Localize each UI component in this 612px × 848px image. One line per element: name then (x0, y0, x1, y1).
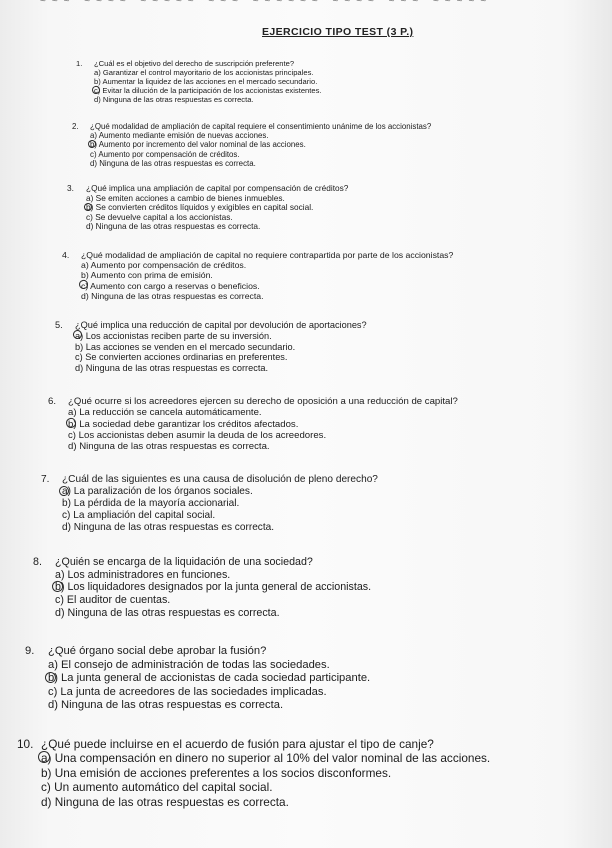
answer-circle-mark (87, 139, 96, 148)
answer-option: a) La reducción se cancela automáticamente. (68, 407, 262, 419)
answer-option: d) Ninguna de las otras respuestas es correcta. (55, 606, 280, 619)
answer-option: c) El auditor de cuentas. (55, 594, 171, 607)
question-number: 4. (62, 250, 70, 260)
answer-option: a) El consejo de administración de todas las sociedades. (48, 658, 330, 671)
answer-option: d) Ninguna de las otras respuestas es correcta. (86, 221, 261, 232)
question (76, 60, 322, 105)
answer-option: c) La ampliación del capital social. (62, 510, 216, 521)
answer-option: b) La junta general de accionistas de cada sociedad participante. (48, 672, 370, 686)
question-number: 5. (55, 320, 63, 330)
question-stem: ¿Cuál es el objetivo del derecho de suscripción preferente? (94, 59, 295, 68)
answer-option: a) La paralización de los órganos sociales. (62, 486, 378, 498)
cropped-header-remnant: ~~~ ~~~~ ~~~~~ ~~~ ~~~~~~ ~~~~ ~~~ ~~~~~ (40, 0, 493, 6)
question (67, 184, 348, 232)
question-stem: ¿Qué implica una ampliación de capital por compensación de créditos? (86, 183, 349, 193)
answer-option: b) Las acciones se venden en el mercado secundario. (75, 341, 296, 352)
answer-option: a) Se emiten acciones a cambio de bienes inmuebles. (86, 192, 285, 203)
question-stem: ¿Qué ocurre si los acreedores ejercen su derecho de oposición a una reducción de capital? (68, 396, 458, 407)
answer-circle-mark (37, 750, 51, 764)
question-number: 1. (76, 59, 83, 68)
question (72, 122, 431, 168)
question (48, 396, 458, 452)
answer-option: d) Ninguna de las otras respuestas es correcta. (48, 699, 284, 712)
answer-option: a) Aumento por compensación de créditos. (81, 260, 247, 271)
answer-circle-mark (51, 580, 64, 593)
answer-option: b) Los liquidadores designados por la junta general de accionistas. (55, 581, 371, 594)
answer-option: b) Aumento por incremento del valor nominal de las acciones. (90, 140, 431, 149)
answer-circle-mark (83, 202, 93, 212)
answer-option: d) Ninguna de las otras respuestas es correcta. (62, 522, 275, 533)
question-number: 2. (72, 122, 79, 131)
answer-option: c) Se devuelve capital a los accionistas. (86, 211, 233, 222)
answer-option: a) Los accionistas reciben parte de su inversión. (75, 331, 367, 342)
answer-circle-mark (72, 329, 83, 340)
answer-circle-mark (44, 671, 57, 684)
answer-circle-mark (91, 86, 100, 95)
answer-option: b) La pérdida de la mayoría accionarial. (62, 498, 240, 509)
answer-circle-mark (78, 279, 88, 289)
answer-circle-mark (65, 417, 76, 428)
answer-option: a) Garantizar el control mayoritario de los accionistas principales. (94, 67, 314, 77)
question-stem: ¿Cuál de las siguientes es una causa de disolución de pleno derecho? (62, 474, 378, 485)
answer-option: d) Ninguna de las otras respuestas es correcta. (75, 363, 269, 374)
question-stem: ¿Qué modalidad de ampliación de capital no requiere contrapartida por parte de los accionistas? (81, 250, 454, 260)
answer-option: b) Una emisión de acciones preferentes a los socios disconformes. (41, 765, 392, 780)
question-number: 10. (17, 737, 34, 751)
answer-option: d) Ninguna de las otras respuestas es correcta. (68, 441, 270, 453)
answer-option: d) Ninguna de las otras respuestas es correcta. (94, 94, 254, 104)
answer-option: c) Un aumento automático del capital social. (41, 780, 273, 795)
answer-option: b) Se convierten créditos líquidos y exigibles en capital social. (86, 203, 348, 213)
answer-option: c) Los accionistas deben asumir la deuda de los acreedores. (68, 429, 327, 441)
answer-option: c) Se convierten acciones ordinarias en preferentes. (75, 352, 288, 363)
question-number: 7. (41, 474, 50, 485)
answer-option: c) La junta de acreedores de las sociedades implicadas. (48, 685, 327, 698)
question (33, 556, 371, 620)
answer-option: c) Aumento por compensación de créditos. (90, 149, 240, 159)
answer-option: c) Evitar la dilución de la participación de los accionistas existentes. (94, 87, 322, 96)
question (62, 250, 453, 301)
question-stem: ¿Qué modalidad de ampliación de capital requiere el consentimiento unánime de los accionistas? (90, 122, 432, 131)
answer-option: c) Aumento con cargo a reservas o beneficios. (81, 281, 453, 291)
question (25, 645, 370, 713)
answer-option: b) Aumentar la liquidez de las acciones en el mercado secundario. (94, 76, 318, 86)
question-stem: ¿Qué puede incluirse en el acuerdo de fusión para ajustar el tipo de canje? (41, 737, 434, 751)
answer-option: a) Aumento mediante emisión de nuevas acciones. (90, 131, 269, 141)
answer-circle-mark (59, 485, 71, 497)
question-stem: ¿Qué implica una reducción de capital por devolución de aportaciones? (75, 320, 367, 330)
page-title: EJERCICIO TIPO TEST (3 P.) (262, 26, 414, 38)
question-number: 9. (25, 645, 35, 657)
question (55, 320, 367, 374)
question-number: 3. (67, 183, 74, 193)
question-number: 8. (33, 556, 42, 568)
question-stem: ¿Quién se encarga de la liquidación de una sociedad? (55, 556, 313, 568)
answer-option: b) La sociedad debe garantizar los créditos afectados. (68, 419, 458, 430)
answer-option: a) Una compensación en dinero no superior al 10% del valor nominal de las acciones. (41, 751, 490, 765)
question-stem: ¿Qué órgano social debe aprobar la fusión? (48, 645, 267, 657)
question-number: 6. (48, 396, 57, 407)
question (17, 737, 490, 809)
answer-option: a) Los administradores en funciones. (55, 568, 231, 581)
answer-option: b) Aumento con prima de emisión. (81, 270, 213, 281)
question (41, 474, 378, 534)
answer-option: d) Ninguna de las otras respuestas es correcta. (81, 290, 264, 301)
answer-option: d) Ninguna de las otras respuestas es correcta. (41, 794, 289, 809)
answer-option: d) Ninguna de las otras respuestas es correcta. (90, 158, 256, 168)
